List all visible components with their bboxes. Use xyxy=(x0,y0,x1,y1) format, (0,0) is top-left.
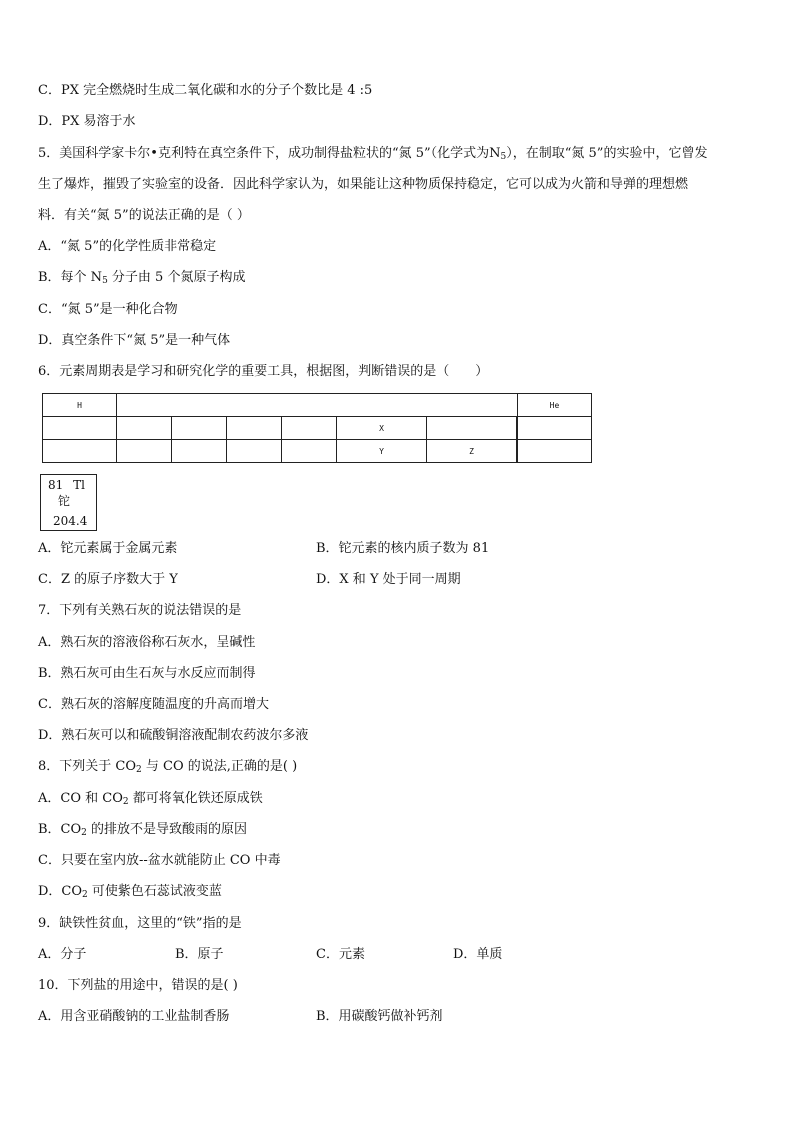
q5-option-b xyxy=(38,270,245,286)
q8-part1: 8．下列关于 CO xyxy=(38,759,137,774)
periodic-table-figure xyxy=(42,393,592,463)
table-cell xyxy=(117,417,172,440)
q5-text-part1: 5．美国科学家卡尔•克利特在真空条件下，成功制得盐粒状的“氮 5”（化学式为N xyxy=(38,146,501,161)
q9-option-d: D．单质 xyxy=(453,947,503,962)
cell-empty-span xyxy=(117,394,518,417)
q7-option-d: D．熟石灰可以和硫酸铜溶液配制农药波尔多液 xyxy=(38,728,309,743)
q7-option-b: B．熟石灰可由生石灰与水反应而制得 xyxy=(38,666,256,681)
table-row xyxy=(43,440,592,463)
q9-option-a: A．分子 xyxy=(38,947,87,962)
q8-option-d xyxy=(38,884,222,900)
table-cell xyxy=(427,417,517,440)
q6-option-d: D．X 和 Y 处于同一周期 xyxy=(316,572,461,587)
cell-he: He xyxy=(518,394,592,417)
question-7-stem: 7．下列有关熟石灰的说法错误的是 xyxy=(38,603,242,618)
cell-x: X xyxy=(337,417,427,440)
table-cell xyxy=(282,417,337,440)
q5-option-c: C．“氮 5”是一种化合物 xyxy=(38,302,178,317)
question-6-stem: 6．元素周期表是学习和研究化学的重要工具，根据图，判断错误的是（ ） xyxy=(38,364,489,379)
q10-option-a: A．用含亚硝酸钠的工业盐制香肠 xyxy=(38,1009,230,1024)
q8-a-part1: A．CO 和 CO xyxy=(38,791,123,806)
table-cell xyxy=(117,440,172,463)
q8-part2: 与 CO 的说法,正确的是( ) xyxy=(141,759,298,774)
q5-text-part2: ），在制取“氮 5”的实验中，它曾发 xyxy=(506,146,708,161)
table-row xyxy=(43,417,592,440)
q8-a-subscript: 2 xyxy=(122,797,129,807)
element-symbol: Tl xyxy=(73,478,85,492)
q8-option-c: C．只要在室内放--盆水就能防止 CO 中毒 xyxy=(38,853,281,868)
q8-option-a xyxy=(38,791,263,807)
cell-z: Z xyxy=(427,440,517,463)
table-cell xyxy=(172,417,227,440)
q6-option-a: A．铊元素属于金属元素 xyxy=(38,541,178,556)
table-cell xyxy=(518,417,592,440)
q8-subscript: 2 xyxy=(136,765,142,775)
cell-h: H xyxy=(43,394,117,417)
table-cell xyxy=(282,440,337,463)
q5-b-part1: B．每个 N xyxy=(38,270,103,285)
q5-b-part2: 分子由 5 个氮原子构成 xyxy=(107,270,246,285)
question-5-line2: 生了爆炸，摧毁了实验室的设备．因此科学家认为，如果能让这种物质保持稳定，它可以成为火箭和导弹的理想燃 xyxy=(38,177,689,192)
element-card-thallium xyxy=(40,474,97,531)
table-cell xyxy=(172,440,227,463)
table-cell xyxy=(518,440,592,463)
q5-option-d: D．真空条件下“氮 5”是一种气体 xyxy=(38,333,231,348)
table-cell xyxy=(227,440,282,463)
atomic-mass: 204.4 xyxy=(53,514,88,528)
cell-y: Y xyxy=(337,440,427,463)
question-8-stem xyxy=(38,759,297,775)
q4-option-c: C．PX 完全燃烧时生成二氧化碳和水的分子个数比是 4 :5 xyxy=(38,83,373,98)
q8-d-part1: D．CO xyxy=(38,884,83,899)
table-cell xyxy=(227,417,282,440)
q6-option-b: B．铊元素的核内质子数为 81 xyxy=(316,541,490,556)
table-row xyxy=(43,394,592,417)
q9-option-b: B．原子 xyxy=(175,947,224,962)
q7-option-c: C．熟石灰的溶解度随温度的升高而增大 xyxy=(38,697,269,712)
element-card-header xyxy=(48,478,85,493)
question-5-line3: 料．有关“氮 5”的说法正确的是（ ） xyxy=(38,208,250,223)
question-10-stem: 10．下列盐的用途中，错误的是( ) xyxy=(38,978,238,993)
element-name: 铊 xyxy=(58,494,71,508)
q8-option-b xyxy=(38,822,247,838)
q10-option-b: B．用碳酸钙做补钙剂 xyxy=(316,1009,443,1024)
table-cell xyxy=(43,440,117,463)
q8-d-subscript: 2 xyxy=(82,890,88,900)
q8-b-part2: 的排放不是导致酸雨的原因 xyxy=(86,822,248,837)
q6-option-c: C．Z 的原子序数大于 Y xyxy=(38,572,178,587)
q8-b-part1: B．CO xyxy=(38,822,82,837)
q9-option-c: C．元素 xyxy=(316,947,365,962)
question-5-stem xyxy=(38,146,707,162)
question-9-stem: 9．缺铁性贫血，这里的“铁”指的是 xyxy=(38,916,242,931)
q5-b-subscript: 5 xyxy=(102,276,108,286)
table-cell xyxy=(43,417,117,440)
atomic-number: 81 xyxy=(48,478,64,492)
q8-d-part2: 可使紫色石蕊试液变蓝 xyxy=(87,884,222,899)
q5-subscript: 5 xyxy=(500,152,507,162)
q5-option-a: A．“氮 5”的化学性质非常稳定 xyxy=(38,239,217,254)
q7-option-a: A．熟石灰的溶液俗称石灰水，呈碱性 xyxy=(38,635,256,650)
q8-a-part2: 都可将氧化铁还原成铁 xyxy=(128,791,263,806)
q4-option-d: D．PX 易溶于水 xyxy=(38,114,136,129)
q8-b-subscript: 2 xyxy=(81,828,87,838)
